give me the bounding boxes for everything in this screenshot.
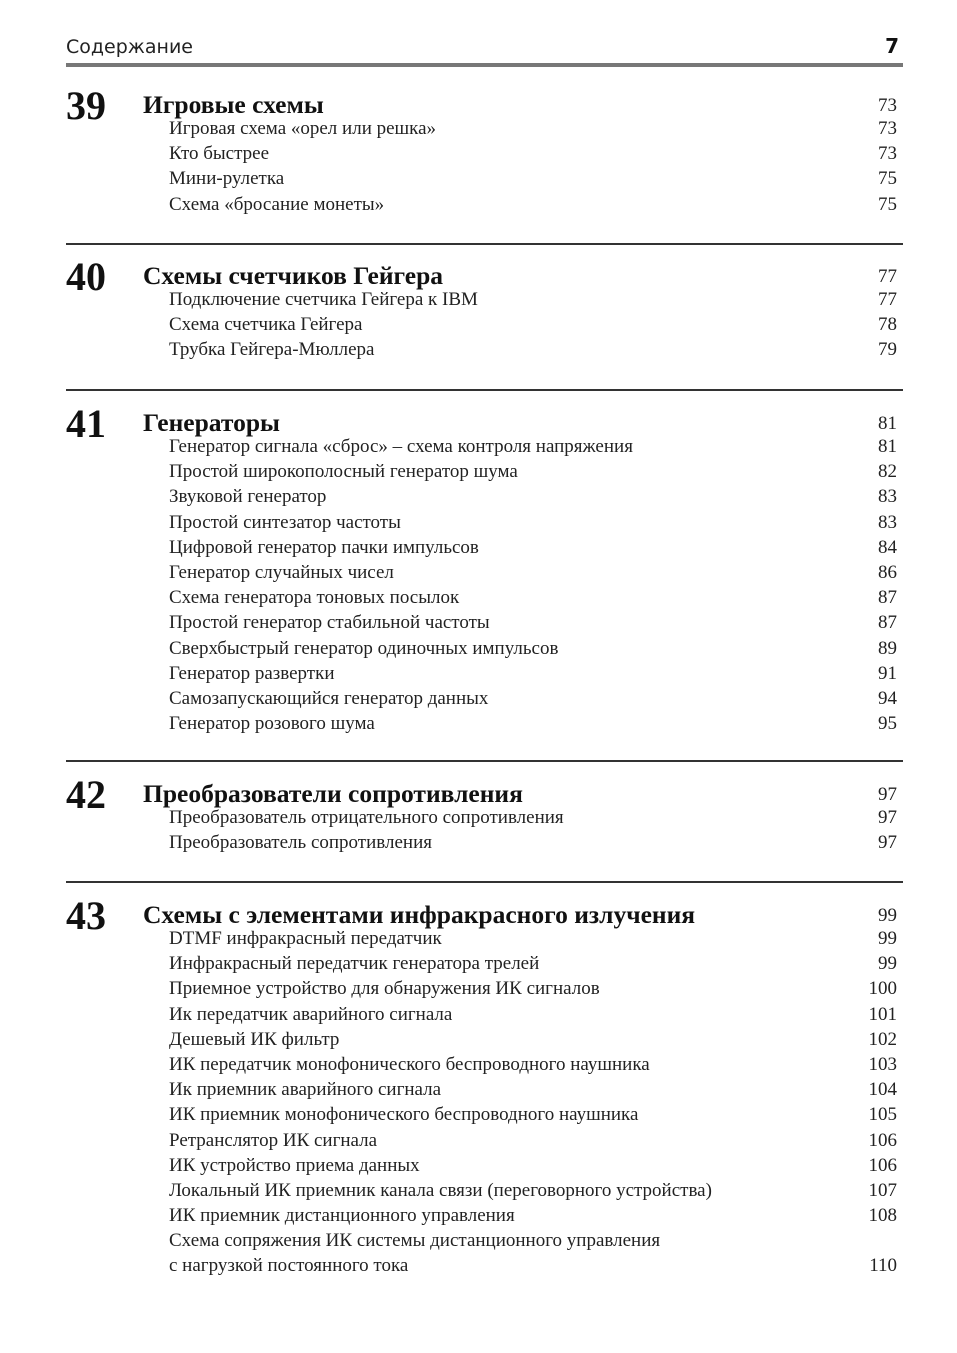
toc-entry[interactable] [169, 510, 903, 535]
entry-list [169, 116, 903, 217]
toc-entry[interactable] [169, 951, 903, 976]
toc-entry[interactable] [169, 484, 903, 509]
entry-page: 94 [878, 687, 897, 709]
toc-entry[interactable] [169, 1128, 903, 1153]
entry-page: 110 [869, 1255, 897, 1277]
entry-title: Генератор сигнала «сброс» – схема контроля напряжения [169, 436, 633, 457]
entry-page: 99 [878, 928, 897, 949]
chapter-number: 42 [66, 772, 106, 817]
entry-title: Ретранслятор ИК сигнала [169, 1129, 378, 1151]
toc-entry[interactable] [169, 711, 903, 736]
chapter-number: 41 [66, 401, 106, 446]
toc-entry[interactable] [169, 192, 903, 217]
chapter-divider [66, 243, 903, 245]
chapter-number: 43 [66, 893, 106, 938]
toc-entry[interactable] [169, 141, 903, 166]
toc-entry[interactable] [169, 287, 903, 312]
entry-title: ИК устройство приема данных [169, 1154, 420, 1176]
entry-page: 75 [878, 193, 897, 215]
entry-title: DTMF инфракрасный передатчик [169, 928, 442, 949]
entry-page: 101 [868, 1003, 897, 1025]
toc-entry[interactable] [169, 337, 903, 362]
chapter-number: 40 [66, 254, 106, 299]
entry-page: 91 [878, 662, 897, 684]
entry-page: 95 [878, 713, 897, 735]
header-rule [66, 63, 903, 67]
entry-title: Преобразователь отрицательного сопротивления [169, 807, 564, 828]
entry-title [169, 1228, 660, 1278]
entry-page: 89 [878, 637, 897, 659]
entry-title: Трубка Гейгера-Мюллера [169, 339, 375, 361]
toc-entry[interactable] [169, 661, 903, 686]
entry-title: Генератор случайных чисел [169, 561, 394, 583]
toc-entry[interactable] [169, 1228, 903, 1278]
entry-title: Инфракрасный передатчик генератора трелей [169, 953, 540, 975]
toc-entry[interactable] [169, 805, 903, 830]
toc-entry[interactable] [169, 560, 903, 585]
toc-entry[interactable] [169, 976, 903, 1001]
entry-page: 102 [868, 1028, 897, 1050]
entry-title: Схема счетчика Гейгера [169, 314, 363, 336]
entry-page: 86 [878, 561, 897, 583]
entry-title: Игровая схема «орел или решка» [169, 118, 437, 139]
chapter-page: 81 [878, 413, 897, 434]
entry-title: Самозапускающийся генератор данных [169, 687, 489, 709]
entry-title: Схема генератора тоновых посылок [169, 587, 460, 609]
entry-page: 108 [868, 1205, 897, 1227]
toc-entry[interactable] [169, 1002, 903, 1027]
chapter-title[interactable]: Игровые схемы [143, 90, 324, 119]
entry-title: Мини-рулетка [169, 168, 285, 190]
entry-page: 104 [868, 1079, 897, 1101]
entry-list [169, 434, 903, 736]
toc-entry[interactable] [169, 1102, 903, 1127]
entry-title-line: Схема сопряжения ИК системы дистанционного управления [169, 1230, 661, 1252]
entry-page: 73 [878, 118, 897, 139]
entry-title: Цифровой генератор пачки импульсов [169, 536, 479, 558]
entry-title: ИК приемник дистанционного управления [169, 1205, 515, 1227]
entry-page: 77 [878, 289, 897, 310]
entry-title: Звуковой генератор [169, 486, 327, 508]
chapter-page: 97 [878, 784, 897, 805]
chapter-page: 77 [878, 266, 897, 287]
entry-page: 83 [878, 486, 897, 508]
chapter-title[interactable]: Схемы с элементами инфракрасного излучения [143, 900, 696, 929]
entry-list [169, 926, 903, 1279]
chapter-title[interactable]: Генераторы [143, 408, 280, 437]
entry-page: 82 [878, 461, 897, 483]
entry-page: 105 [868, 1104, 897, 1126]
toc-entry[interactable] [169, 636, 903, 661]
entry-title: Ик передатчик аварийного сигнала [169, 1003, 453, 1025]
chapter-title[interactable]: Преобразователи сопротивления [143, 779, 523, 808]
page-header [66, 32, 903, 62]
entry-title: Схема «бросание монеты» [169, 193, 385, 215]
entry-title: Простой синтезатор частоты [169, 511, 401, 533]
entry-page: 78 [878, 314, 897, 336]
entry-title: Ик приемник аварийного сигнала [169, 1079, 442, 1101]
entry-page: 83 [878, 511, 897, 533]
chapter-page: 73 [878, 95, 897, 116]
toc-entry[interactable] [169, 1052, 903, 1077]
entry-title: Генератор розового шума [169, 713, 375, 735]
entry-page: 87 [878, 587, 897, 609]
toc-entry[interactable] [169, 610, 903, 635]
running-title: Содержание [66, 36, 193, 58]
entry-page: 73 [878, 143, 897, 165]
entry-page: 84 [878, 536, 897, 558]
entry-page: 97 [878, 832, 897, 854]
toc-entry[interactable] [169, 686, 903, 711]
entry-page: 106 [868, 1154, 897, 1176]
toc-entry[interactable] [169, 535, 903, 560]
entry-page: 106 [868, 1129, 897, 1151]
entry-title: Простой широкополосный генератор шума [169, 461, 518, 483]
entry-title: Сверхбыстрый генератор одиночных импульсов [169, 637, 559, 659]
entry-page: 81 [878, 436, 897, 457]
toc-entry[interactable] [169, 1153, 903, 1178]
chapter-divider [66, 881, 903, 883]
entry-page: 87 [878, 612, 897, 634]
toc-entry[interactable] [169, 116, 903, 141]
entry-page: 103 [868, 1053, 897, 1075]
chapter-divider [66, 760, 903, 762]
toc-entry[interactable] [169, 434, 903, 459]
entry-title-line: с нагрузкой постоянного тока [169, 1255, 409, 1277]
chapter-title[interactable]: Схемы счетчиков Гейгера [143, 261, 444, 290]
toc-entry[interactable] [169, 1077, 903, 1102]
toc-entry[interactable] [169, 166, 903, 191]
entry-title: Локальный ИК приемник канала связи (переговорного устройства) [169, 1179, 712, 1201]
entry-title: Дешевый ИК фильтр [169, 1028, 340, 1050]
page-number: 7 [885, 34, 899, 58]
entry-title: Подключение счетчика Гейгера к IBM [169, 289, 478, 310]
entry-title: Простой генератор стабильной частоты [169, 612, 490, 634]
toc-entry[interactable] [169, 459, 903, 484]
entry-title: Кто быстрее [169, 143, 270, 165]
entry-title: Преобразователь сопротивления [169, 832, 432, 854]
entry-list [169, 287, 903, 363]
toc-entry[interactable] [169, 585, 903, 610]
toc-entry[interactable] [169, 830, 903, 855]
entry-page: 100 [868, 978, 897, 1000]
entry-page: 99 [878, 953, 897, 975]
toc-entry[interactable] [169, 926, 903, 951]
entry-title: ИК передатчик монофонического беспроводного наушника [169, 1053, 650, 1075]
entry-title: Приемное устройство для обнаружения ИК сигналов [169, 978, 600, 1000]
toc-entry[interactable] [169, 1027, 903, 1052]
toc-entry[interactable] [169, 1203, 903, 1228]
entry-page: 97 [878, 807, 897, 828]
chapter-page: 99 [878, 905, 897, 926]
toc-entry[interactable] [169, 312, 903, 337]
toc-entry[interactable] [169, 1178, 903, 1203]
chapter-number: 39 [66, 83, 106, 128]
chapter-divider [66, 389, 903, 391]
entry-page: 79 [878, 339, 897, 361]
entry-page: 107 [868, 1179, 897, 1201]
entry-title: ИК приемник монофонического беспроводного наушника [169, 1104, 639, 1126]
entry-page: 75 [878, 168, 897, 190]
entry-list [169, 805, 903, 855]
entry-title: Генератор развертки [169, 662, 335, 684]
